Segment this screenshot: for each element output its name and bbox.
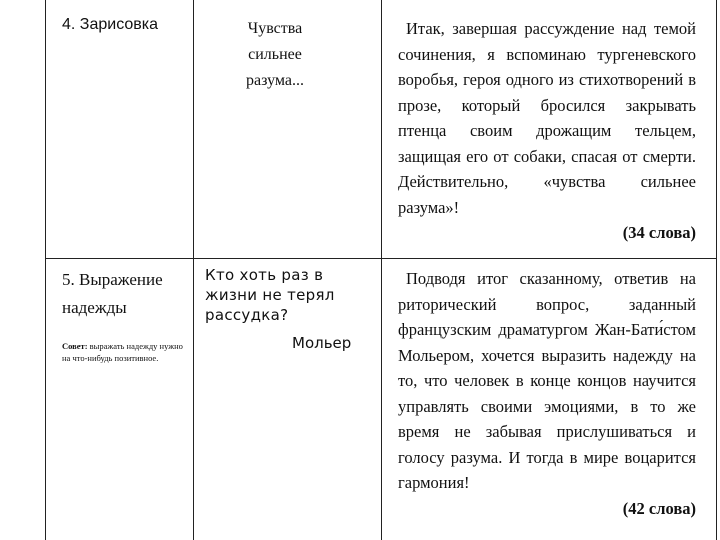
advice-note	[62, 340, 192, 364]
table-border-right	[716, 0, 717, 540]
essay-paragraph-sketch-cell	[398, 16, 696, 246]
row-divider	[45, 258, 717, 259]
essay-paragraph-hope: Подводя итог сказанному, ответив на риторический вопрос, заданный французским драматургом Жан-Бати́стом Мольером, хочется выразить надежду на то, что человек в конце концов научится управлять своими эмоциями, в то же время не забывая прислушиваться и голосу разума. И тогда в мире воцарится гармония!	[398, 269, 696, 492]
word-count-sketch: (34 слова)	[622, 223, 696, 242]
stage-title-sketch: 4. Зарисовка	[62, 16, 159, 33]
column-divider-1	[193, 0, 194, 540]
theme-cell	[200, 16, 350, 94]
essay-paragraph-hope-cell	[398, 266, 696, 521]
epigraph-quote: Кто хоть раз в жизни не терял рассудка?	[205, 266, 335, 324]
theme-line: Чувства	[247, 20, 303, 37]
stage-title-line: надежды	[62, 298, 127, 317]
advice-label: Совет:	[62, 341, 88, 351]
epigraph-author: Мольер	[292, 334, 352, 352]
theme-line: сильнее	[248, 46, 302, 63]
essay-paragraph-sketch: Итак, завершая рассуждение над темой сочинения, я вспоминаю тургеневского воробья, героя одного из стихотворений в прозе, который бросился закрывать птенца своим дрожащим тельцем, защищая его от собаки, спасая от смерти. Действительно, «чувства сильнее разума»!	[398, 19, 696, 217]
word-count-hope: (42 слова)	[622, 498, 696, 518]
table-border-left	[45, 0, 46, 540]
stage-title-hope	[62, 266, 192, 322]
theme-line: разума...	[246, 72, 304, 89]
advice-text: выражать надежду нужно на что-нибудь позитивное.	[62, 341, 183, 363]
stage-title-line: 5. Выражение	[62, 270, 163, 289]
column-divider-2	[381, 0, 382, 540]
